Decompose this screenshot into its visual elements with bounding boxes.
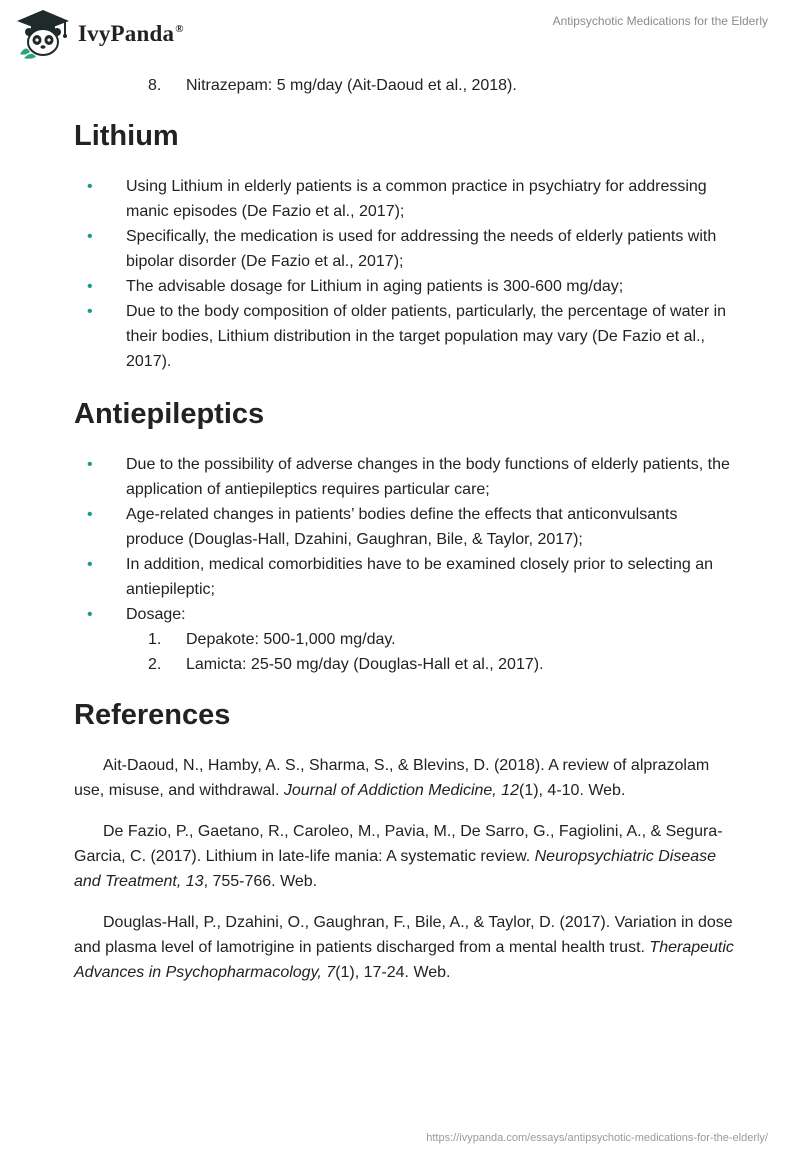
numbered-list-item — [74, 652, 734, 677]
list-number: 2. — [148, 656, 162, 673]
section-heading-antiepileptics: Antiepileptics — [74, 398, 265, 430]
ivypanda-logo[interactable] — [14, 8, 244, 60]
page-header — [0, 0, 800, 70]
reference-entry — [74, 819, 734, 894]
bullet-dot-icon: • — [87, 178, 93, 195]
reference-text-end: (1), 4-10. Web. — [518, 782, 626, 799]
reference-text: De Fazio, P., Gaetano, R., Caroleo, M., Pavia, M., De Sarro, G., Fagiolini, A., & Segura-Garcia, C. (2017). Lithium in late-life mania: A systematic review. — [74, 823, 723, 865]
bullet-text: Due to the body composition of older patients, particularly, the percentage of water in their bodies, Lithium distribution in the target population may vary (De Fazio et al., 2017). — [126, 303, 727, 370]
registered-mark: ® — [175, 23, 184, 36]
antiepileptics-bullet-list — [74, 452, 734, 627]
bullet-item — [74, 552, 734, 602]
reference-entry — [74, 753, 734, 803]
reference-text-end: , 755-766. Web. — [203, 873, 318, 890]
bullet-text: Due to the possibility of adverse changes in the body functions of elderly patients, the application of antiepileptics requires particular care; — [126, 456, 730, 498]
bullet-item — [74, 452, 734, 502]
bullet-item — [74, 502, 734, 552]
bullet-dot-icon: • — [87, 506, 93, 523]
reference-text: Ait-Daoud, N., Hamby, A. S., Sharma, S., & Blevins, D. (2018). A review of alprazolam use, misuse, and withdrawal. — [74, 757, 710, 799]
document-body — [74, 68, 734, 985]
bullet-dot-icon: • — [87, 456, 93, 473]
reference-entry — [74, 910, 734, 985]
reference-journal: Therapeutic Advances in Psychopharmacology, 7 — [74, 939, 734, 981]
bullet-text: Using Lithium in elderly patients is a common practice in psychiatry for addressing manic episodes (De Fazio et al., 2017); — [126, 178, 707, 220]
logo-text: IvyPanda® — [78, 21, 184, 46]
bullet-item — [74, 224, 734, 274]
lithium-bullet-list — [74, 174, 734, 374]
bullet-text: Specifically, the medication is used for addressing the needs of elderly patients with bipolar disorder (De Fazio et al., 2017); — [126, 228, 717, 270]
footer-url[interactable]: https://ivypanda.com/essays/antipsychotic-medications-for-the-elderly/ — [426, 1132, 768, 1144]
section-heading-references: References — [74, 699, 231, 731]
section-heading-lithium: Lithium — [74, 120, 179, 152]
bullet-text: The advisable dosage for Lithium in aging patients is 300-600 mg/day; — [126, 278, 624, 295]
bullet-item — [74, 299, 734, 374]
reference-text: Douglas-Hall, P., Dzahini, O., Gaughran, F., Bile, A., & Taylor, D. (2017). Variation in dose and plasma level of lamotrigine in patients discharged from a mental health trust. — [74, 914, 733, 956]
reference-text-end: (1), 17-24. Web. — [335, 964, 451, 981]
list-number: 1. — [148, 631, 162, 648]
bullet-dot-icon: • — [87, 606, 93, 623]
bullet-dot-icon: • — [87, 278, 93, 295]
bullet-dot-icon: • — [87, 228, 93, 245]
list-item-text: Nitrazepam: 5 mg/day (Ait-Daoud et al., 2018). — [186, 77, 517, 94]
list-item-text: Lamicta: 25-50 mg/day (Douglas-Hall et al., 2017). — [186, 656, 544, 673]
numbered-list-item — [74, 73, 734, 98]
list-number: 8. — [148, 77, 162, 94]
bullet-dot-icon: • — [87, 303, 93, 320]
bullet-text: In addition, medical comorbidities have to be examined closely prior to selecting an antiepileptic; — [126, 556, 713, 598]
bullet-item — [74, 174, 734, 224]
bullet-item — [74, 274, 734, 299]
reference-journal: Journal of Addiction Medicine, 12 — [283, 782, 519, 799]
bullet-item — [74, 602, 734, 627]
bullet-text: Dosage: — [126, 606, 186, 623]
bullet-dot-icon: • — [87, 556, 93, 573]
header-document-title: Antipsychotic Medications for the Elderly — [552, 14, 768, 28]
bullet-text: Age-related changes in patients’ bodies define the effects that anticonvulsants produce (Douglas-Hall, Dzahini, Gaughran, Bile, & Taylor, 2017); — [126, 506, 678, 548]
dosage-numbered-list — [74, 627, 734, 677]
list-item-text: Depakote: 500-1,000 mg/day. — [186, 631, 396, 648]
panda-graduate-icon — [14, 8, 72, 60]
numbered-list-item — [74, 627, 734, 652]
reference-journal: Neuropsychiatric Disease and Treatment, 13 — [74, 848, 717, 890]
